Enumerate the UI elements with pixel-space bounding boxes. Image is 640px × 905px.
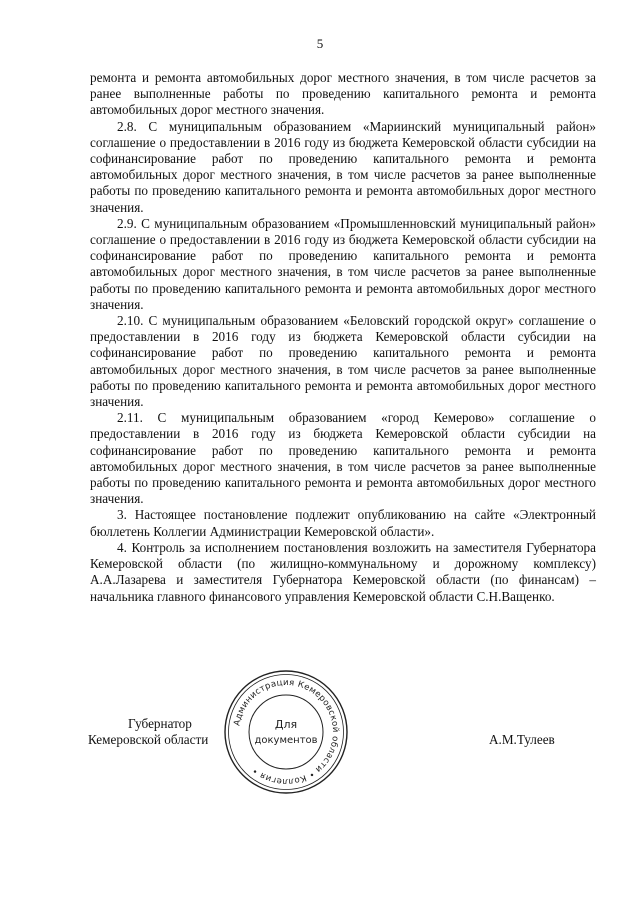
paragraph-3: 3. Настоящее постановление подлежит опубликованию на сайте «Электронный бюллетень Коллегии Администрации Кемеровской области». xyxy=(90,507,596,539)
seal-ring-text: Администрация Кемеровской области • Коллегия • xyxy=(232,677,341,787)
signatory-title-line2: Кемеровской области xyxy=(88,732,209,747)
signatory-title-line1: Губернатор xyxy=(128,716,192,731)
official-seal-stamp xyxy=(222,668,350,796)
signatory-name: А.М.Тулеев xyxy=(489,732,555,747)
seal-center-line2: документов xyxy=(254,735,318,746)
seal-center-line1: Для xyxy=(274,718,298,731)
paragraph-continuation: ремонта и ремонта автомобильных дорог местного значения, в том числе расчетов за ранее выполненные работы по проведению капитального ремонта и ремонта автомобильных дорог местного значения. xyxy=(90,70,596,118)
paragraph-2-10: 2.10. С муниципальным образованием «Беловский городской округ» соглашение о предоставлении в 2016 году из бюджета Кемеровской области субсидии на софинансирование работ по проведению капитального ремонта и ремонта автомобильных дорог местного значения, в том числе расчетов за ранее выполненные работы по проведению капитального ремонта и ремонта автомобильных дорог местного значения. xyxy=(90,313,596,410)
paragraph-2-8: 2.8. С муниципальным образованием «Мариинский муниципальный район» соглашение о предоставлении в 2016 году из бюджета Кемеровской области субсидии на софинансирование работ по проведению капитального ремонта и ремонта автомобильных дорог местного значения, в том числе расчетов за ранее выполненные работы по проведению капитального ремонта и ремонта автомобильных дорог местного значения. xyxy=(90,118,596,215)
paragraph-4: 4. Контроль за исполнением постановления возложить на заместителя Губернатора Кемеровской области (по жилищно-коммунальному и дорожному комплексу) А.А.Лазарева и заместителя Губернатора Кемеровской области (по финансам) – начальника главного финансового управления Кемеровской области С.Н.Ващенко. xyxy=(90,539,596,604)
paragraph-2-11: 2.11. С муниципальным образованием «город Кемерово» соглашение о предоставлении в 2016 году из бюджета Кемеровской области субсидии на софинансирование работ по проведению капитального ремонта и ремонта автомобильных дорог местного значения, в том числе расчетов за ранее выполненные работы по проведению капитального ремонта и ремонта автомобильных дорог местного значения. xyxy=(90,410,596,507)
paragraph-2-9: 2.9. С муниципальным образованием «Промышленновский муниципальный район» соглашение о предоставлении в 2016 году из бюджета Кемеровской области субсидии на софинансирование работ по проведению капитального ремонта и ремонта автомобильных дорог местного значения, в том числе расчетов за ранее выполненные работы по проведению капитального ремонта и ремонта автомобильных дорог местного значения. xyxy=(90,215,596,312)
document-body xyxy=(90,70,596,605)
page-number: 5 xyxy=(316,36,324,51)
